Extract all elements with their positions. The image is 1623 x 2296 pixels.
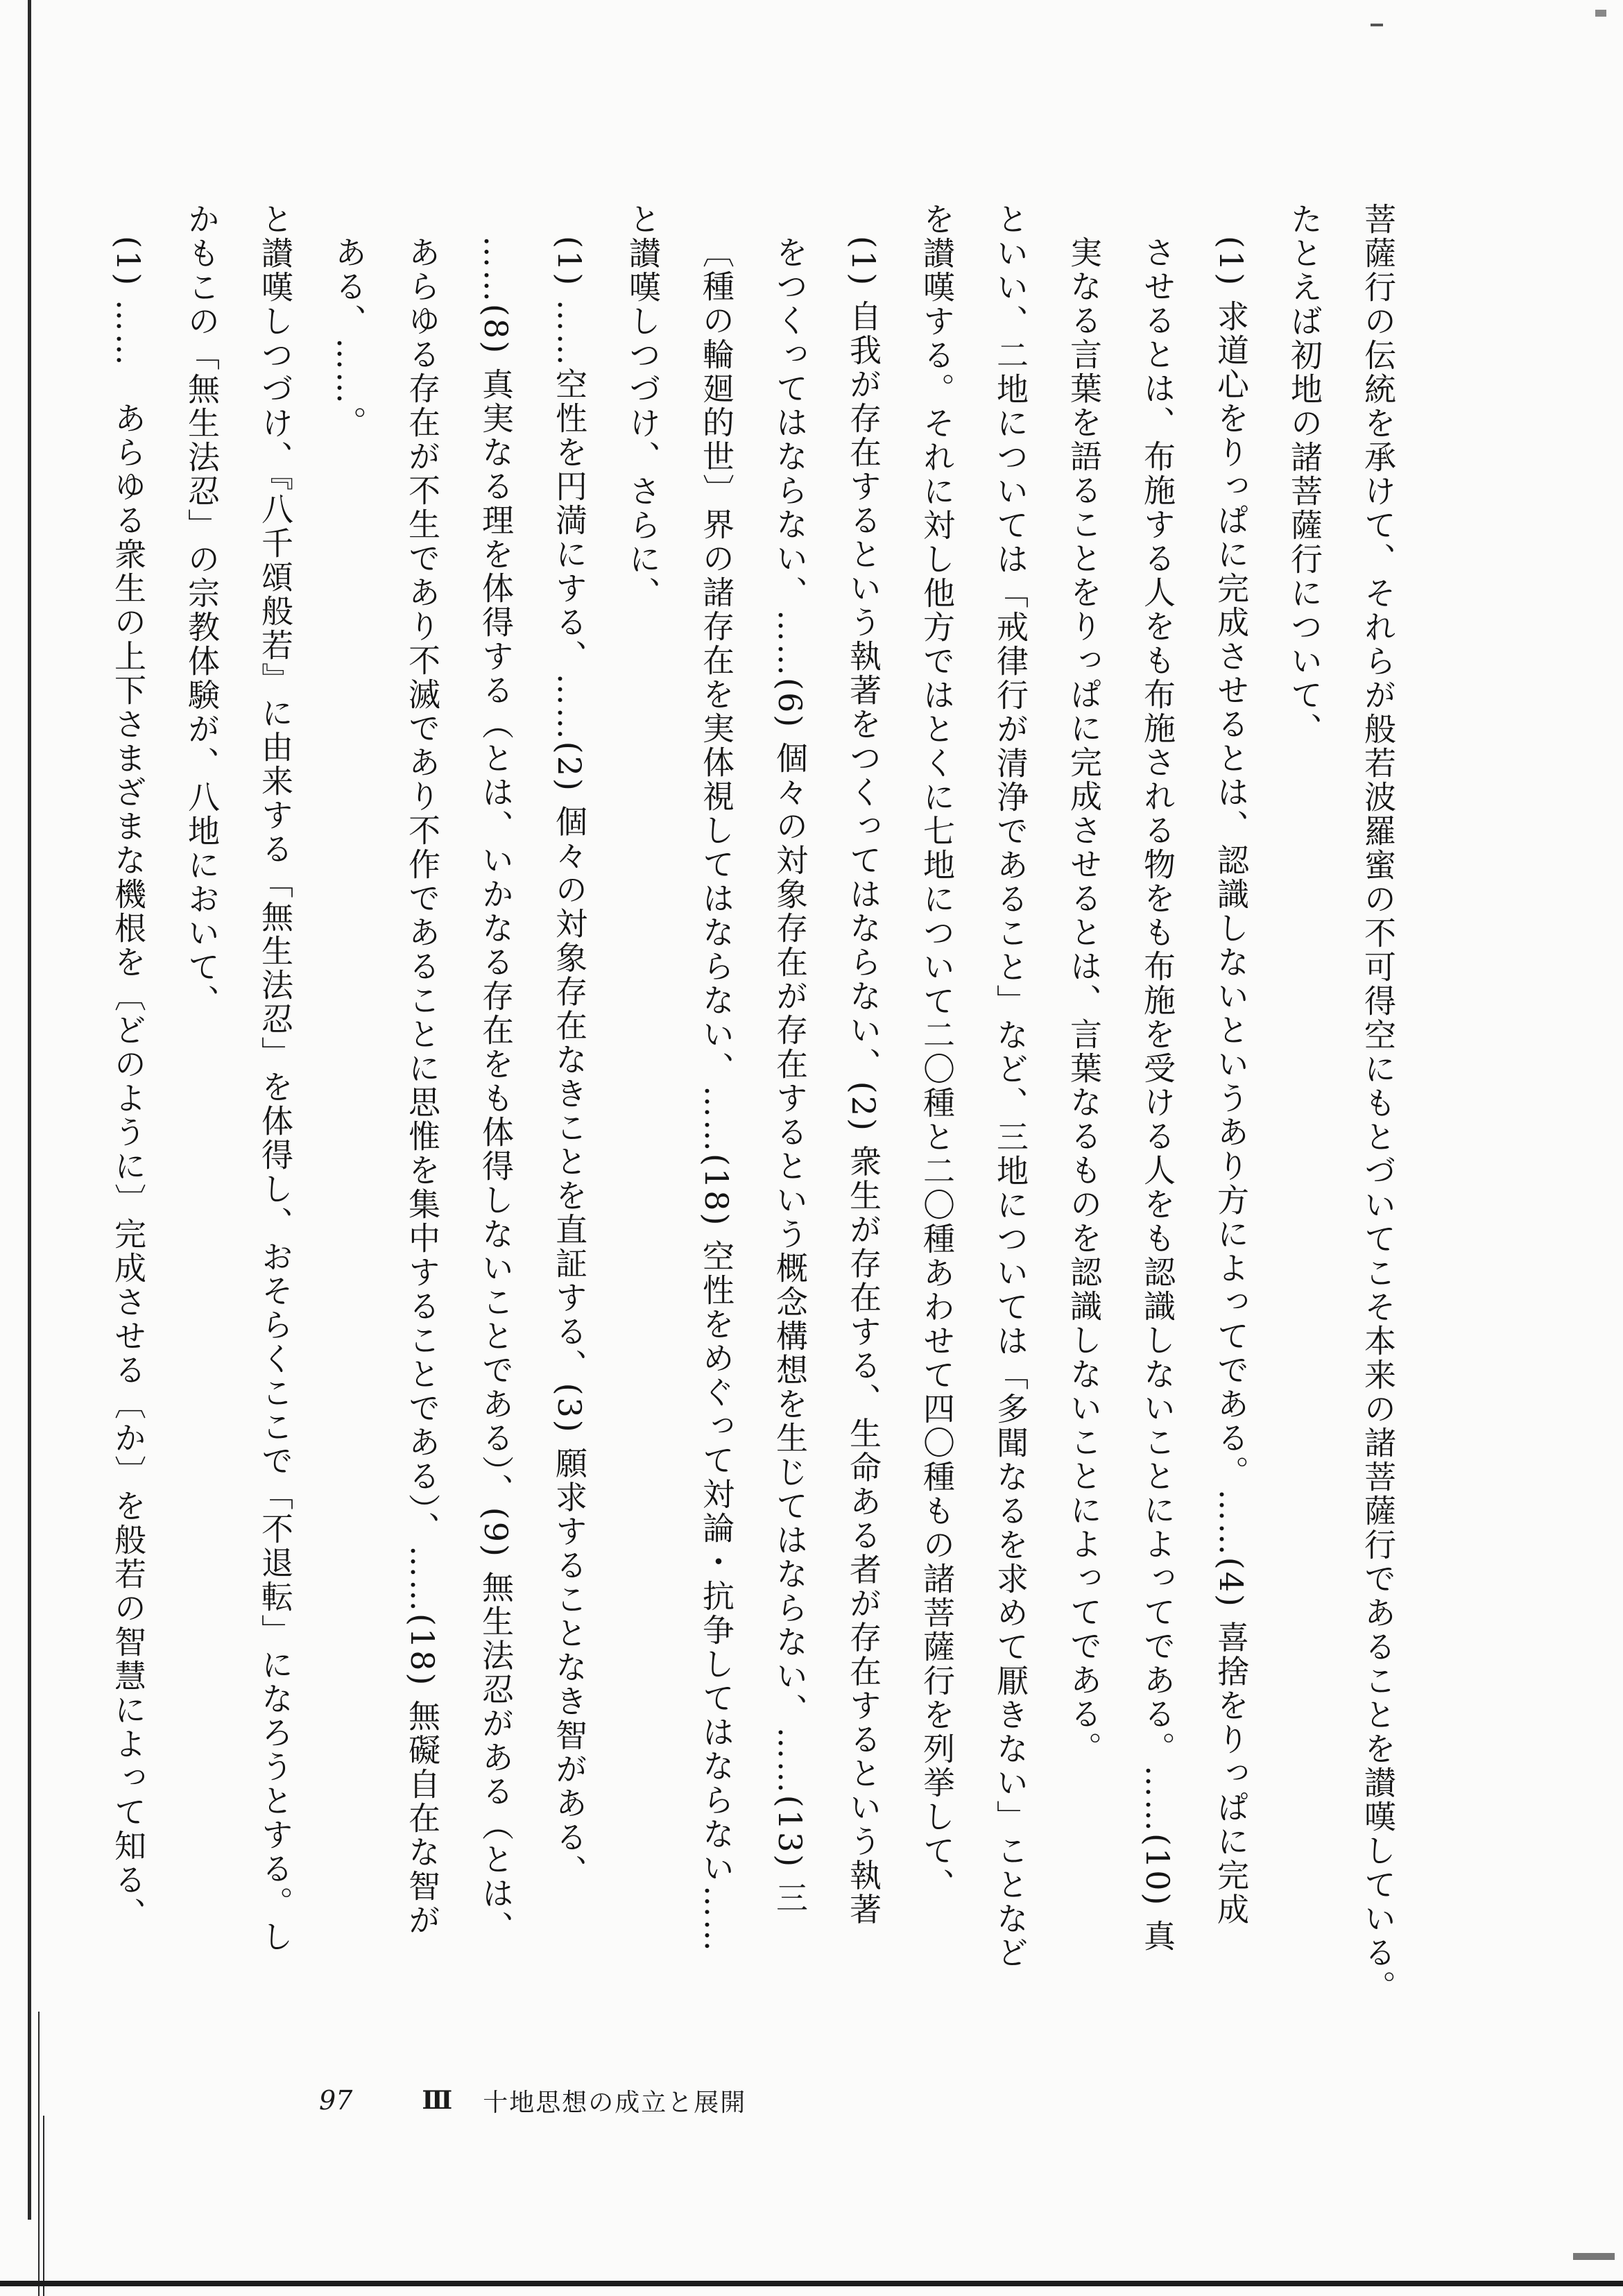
running-title: 十地思想の成立と展開 [483, 2088, 747, 2117]
quote-line: させるとは、布施する人をも布施される物をも布施を受ける人をも認識しないことによってである。……(10) 真 [1139, 236, 1176, 1954]
quote-line: 実なる言葉を語ることをりっぱに完成させるとは、言葉なるものを認識しないことによってである。 [1065, 236, 1103, 1765]
quote-line: (1) ……空性を円満にする、……(2) 個々の対象存在なきことを直証する、(3) 願求することなき智がある、 [551, 236, 588, 1889]
scan-speck [1371, 24, 1383, 26]
text-line: たとえば初地の諸菩薩行について、 [1286, 203, 1323, 746]
binding-edge-line [38, 2012, 40, 2296]
quote-line: ある、……。 [330, 236, 368, 440]
quote-line: (1) 求道心をりっぱに完成させるとは、認識しないというあり方によってである。……(4) 喜捨をりっぱに完成 [1212, 236, 1250, 1927]
page-number: 97 [319, 2085, 353, 2116]
body-text [92, 203, 1415, 2055]
text-line: といい、二地については「戒律行が清浄であること」など、三地については「多聞なるを求めて厭きない」ことなど [992, 203, 1029, 1970]
binding-edge-line [43, 2116, 44, 2296]
scan-speck [1595, 10, 1606, 17]
binding-edge-line [28, 0, 31, 2220]
quote-line: (1) 自我が存在するという執著をつくってはならない、(2) 衆生が存在する、生命ある者が存在するという執著 [845, 236, 882, 1927]
quote-line: をつくってはならない、……(6) 個々の対象存在が存在するという概念構想を生じてはならない、……(13) 三 [771, 236, 809, 1915]
scan-speck [1573, 2253, 1615, 2260]
page-footer [319, 2080, 746, 2121]
text-line: と讃嘆しつづけ、『八千頌般若』に由来する「無生法忍」を体得し、おそらくここで「不退転」になろうとする。し [257, 203, 294, 1954]
part-numeral: Ⅲ [422, 2086, 453, 2115]
text-line: を讃嘆する。それに対し他方ではとくに七地について二〇種と二〇種あわせて四〇種もの諸菩薩行を列挙して、 [918, 203, 956, 1902]
quote-line: あらゆる存在が不生であり不滅であり不作であることに思惟を集中することである）、……(18) 無礙自在な智が [404, 236, 441, 1938]
text-line: かもこの「無生法忍」の宗教体験が、八地において、 [183, 203, 221, 1018]
text-line: と讃嘆しつづけ、さらに、 [624, 203, 662, 610]
text-line: 菩薩行の伝統を承けて、それらが般若波羅蜜の不可得空にもとづいてこそ本来の諸菩薩行であることを讃嘆している。 [1359, 203, 1397, 2004]
scan-bottom-edge [0, 2281, 1623, 2286]
quote-line: ……(8) 真実なる理を体得する（とは、いかなる存在をも体得しないことである）、(9) 無生法忍がある（とは、 [477, 236, 515, 1945]
quote-line: (1) …… あらゆる衆生の上下さまざまな機根を〔どのように〕完成させる〔か〕を般若の智慧によって知る、 [110, 236, 147, 1931]
quote-line: 〔種の輪廻的世〕界の諸存在を実体視してはならない、……(18) 空性をめぐって対論・抗争してはならない…… [698, 236, 735, 1954]
